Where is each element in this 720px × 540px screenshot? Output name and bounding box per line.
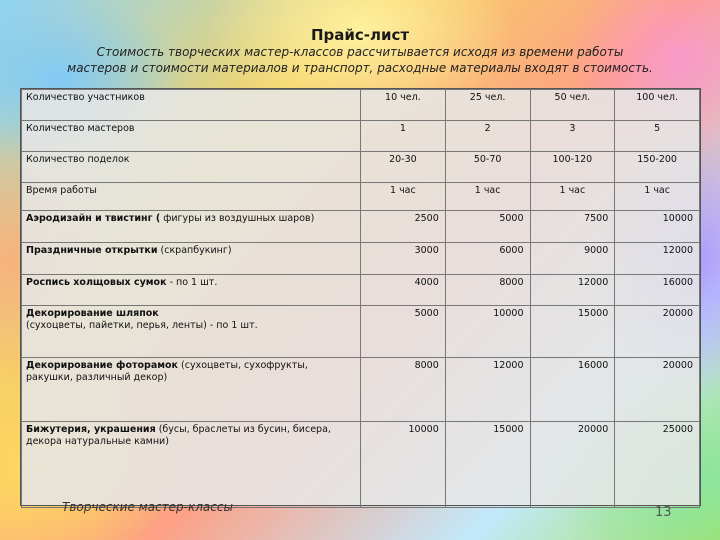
price-cell: 16000 [615, 275, 700, 306]
service-name [22, 243, 361, 275]
service-name-bold: Роспись холщовых сумок [26, 277, 167, 288]
subtitle-line-2: мастеров и стоимости материалов и транспорт, расходные материалы входят в стоимость. [67, 61, 653, 75]
table-row [22, 183, 700, 211]
subtitle [20, 44, 700, 76]
price-cell: 9000 [530, 243, 615, 275]
table-cell: 25 чел. [445, 90, 530, 121]
price-cell: 8000 [361, 358, 446, 422]
table-cell: 50-70 [445, 152, 530, 183]
price-cell: 20000 [530, 422, 615, 508]
service-name [22, 422, 361, 508]
table-cell: 1 час [615, 183, 700, 211]
table-cell: 150-200 [615, 152, 700, 183]
table-row [22, 211, 700, 243]
table-row [22, 90, 700, 121]
service-name-bold: Декорирование шляпок [26, 308, 159, 319]
service-name-detail: (бусы, браслеты из бусин, бисера, декора натуральные камни) [26, 424, 331, 447]
service-name [22, 211, 361, 243]
price-cell: 12000 [445, 358, 530, 422]
price-cell: 5000 [361, 306, 446, 358]
service-name-detail: (сухоцветы, сухофрукты, ракушки, различный декор) [26, 360, 308, 383]
price-cell: 20000 [615, 358, 700, 422]
price-cell: 8000 [445, 275, 530, 306]
subtitle-line-1: Стоимость творческих мастер-классов рассчитывается исходя из времени работы [96, 45, 624, 59]
table-cell: 1 [361, 121, 446, 152]
row-label: Количество участников [22, 90, 361, 121]
price-cell: 20000 [615, 306, 700, 358]
service-name [22, 275, 361, 306]
price-cell: 12000 [530, 275, 615, 306]
service-name-bold: Аэродизайн и твистинг ( [26, 213, 161, 224]
row-label: Количество поделок [22, 152, 361, 183]
service-name-detail: - по 1 шт. [169, 277, 218, 288]
price-cell: 12000 [615, 243, 700, 275]
page-title: Прайс-лист [310, 26, 410, 44]
table-cell: 1 час [530, 183, 615, 211]
service-name-detail: (сухоцветы, пайетки, перья, ленты) - по 1 шт. [26, 320, 258, 331]
price-cell: 7500 [530, 211, 615, 243]
table-row [22, 422, 700, 508]
price-cell: 15000 [530, 306, 615, 358]
price-table [20, 88, 701, 506]
table-cell: 10 чел. [361, 90, 446, 121]
price-cell: 16000 [530, 358, 615, 422]
service-name-detail: фигуры из воздушных шаров) [163, 213, 315, 224]
price-cell: 15000 [445, 422, 530, 508]
table-cell: 100-120 [530, 152, 615, 183]
price-cell: 25000 [615, 422, 700, 508]
table-cell: 20-30 [361, 152, 446, 183]
service-name-detail: (скрапбукинг) [160, 245, 232, 256]
price-cell: 10000 [361, 422, 446, 508]
price-cell: 10000 [445, 306, 530, 358]
price-cell: 2500 [361, 211, 446, 243]
service-name-bold: Бижутерия, украшения [26, 424, 156, 435]
table-row [22, 358, 700, 422]
price-cell: 3000 [361, 243, 446, 275]
table-cell: 50 чел. [530, 90, 615, 121]
table-row [22, 306, 700, 358]
service-name-bold: Праздничные открытки [26, 245, 158, 256]
table-cell: 3 [530, 121, 615, 152]
price-cell: 6000 [445, 243, 530, 275]
table-cell: 1 час [445, 183, 530, 211]
table-cell: 1 час [361, 183, 446, 211]
table-row [22, 275, 700, 306]
table-cell: 5 [615, 121, 700, 152]
page-number: 13 [655, 505, 672, 520]
table-row [22, 243, 700, 275]
table-row [22, 121, 700, 152]
service-name [22, 358, 361, 422]
price-cell: 5000 [445, 211, 530, 243]
price-cell: 10000 [615, 211, 700, 243]
price-cell: 4000 [361, 275, 446, 306]
row-label: Количество мастеров [22, 121, 361, 152]
row-label: Время работы [22, 183, 361, 211]
table-row [22, 152, 700, 183]
service-name [22, 306, 361, 358]
table-cell: 2 [445, 121, 530, 152]
footer-text: Творческие мастер-классы [62, 500, 233, 514]
table-cell: 100 чел. [615, 90, 700, 121]
service-name-bold: Декорирование фоторамок [26, 360, 178, 371]
